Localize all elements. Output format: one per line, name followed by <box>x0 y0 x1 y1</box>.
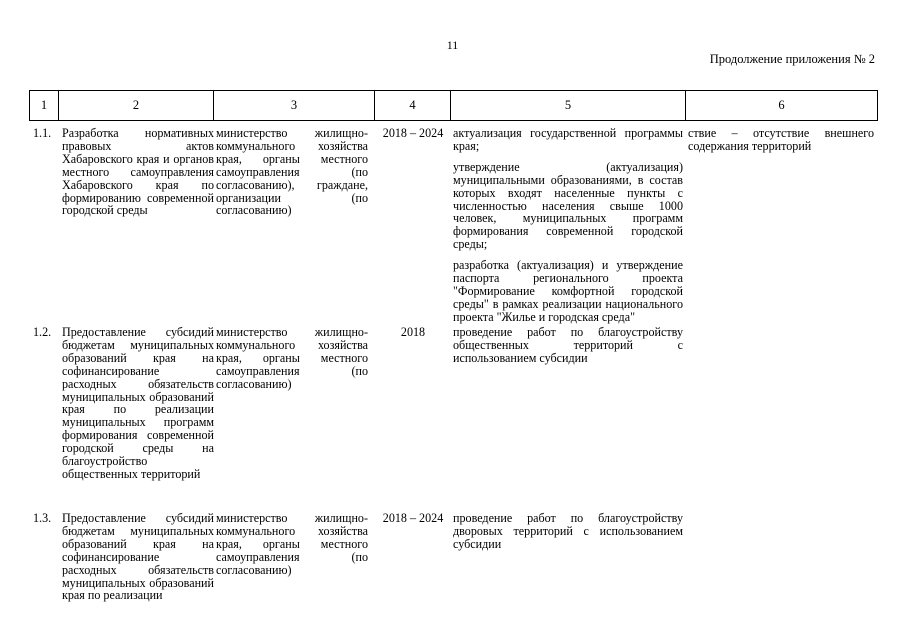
column-header-6: 6 <box>686 91 878 121</box>
results <box>453 512 683 559</box>
row-number: 1.3. <box>33 511 52 525</box>
page-number: 11 <box>446 38 459 52</box>
results <box>453 127 683 332</box>
column-header-table <box>29 90 878 121</box>
executor: министерство жилищно-коммунального хозяйства края, органы местного самоуправления (по согласованию), граждане, организации (по согласованию) <box>216 126 368 218</box>
result-item: утверждение (актуализация) муниципальными образованиями, в состав которых входят населенные пункты с численностью населения свыше 1000 человек, муниципальных программ формирования современной городской среды; <box>453 159 683 252</box>
years: 2018 – 2024 <box>382 126 444 140</box>
activity-name: Предоставление субсидий бюджетам муниципальных образований края на софинансирование расходных обязательств муниципальных образований края по реализации муниципальных программ формирования современной городской среды на благоустройство общественных территорий <box>62 325 214 481</box>
results <box>453 326 683 373</box>
continuation-label: Продолжение приложения № 2 <box>709 52 875 66</box>
column-header-3: 3 <box>214 91 375 121</box>
executor: министерство жилищно-коммунального хозяйства края, органы местного самоуправления (по согласованию) <box>216 511 368 577</box>
years: 2018 <box>400 325 426 339</box>
years: 2018 – 2024 <box>382 511 444 525</box>
column-header-5: 5 <box>451 91 686 121</box>
activity-name: Разработка нормативных правовых актов Хабаровского края и органов местного самоуправления Хабаровского края по формированию современной городской среды <box>62 126 214 218</box>
activity-name: Предоставление субсидий бюджетам муниципальных образований края на софинансирование расходных обязательств муниципальных образований края по реализации <box>62 511 214 603</box>
column-header-2: 2 <box>59 91 214 121</box>
result-item: разработка (актуализация) и утверждение паспорта регионального проекта "Формирование комфортной городской среды" в рамках реализации национального проекта "Жилье и городская среда" <box>453 258 683 324</box>
column-header-1: 1 <box>30 91 59 121</box>
row-number: 1.1. <box>33 126 52 140</box>
row-number: 1.2. <box>33 325 52 339</box>
column-header-4: 4 <box>375 91 451 121</box>
risk-text: ствие – отсутствие внешнего содержания территорий <box>688 126 874 153</box>
result-item: проведение работ по благоустройству общественных территорий с использованием субсидии <box>453 325 683 365</box>
result-item: проведение работ по благоустройству дворовых территорий с использованием субсидии <box>453 511 683 551</box>
executor: министерство жилищно-коммунального хозяйства края, органы местного самоуправления (по согласованию) <box>216 325 368 391</box>
result-item: актуализация государственной программы края; <box>453 126 683 153</box>
